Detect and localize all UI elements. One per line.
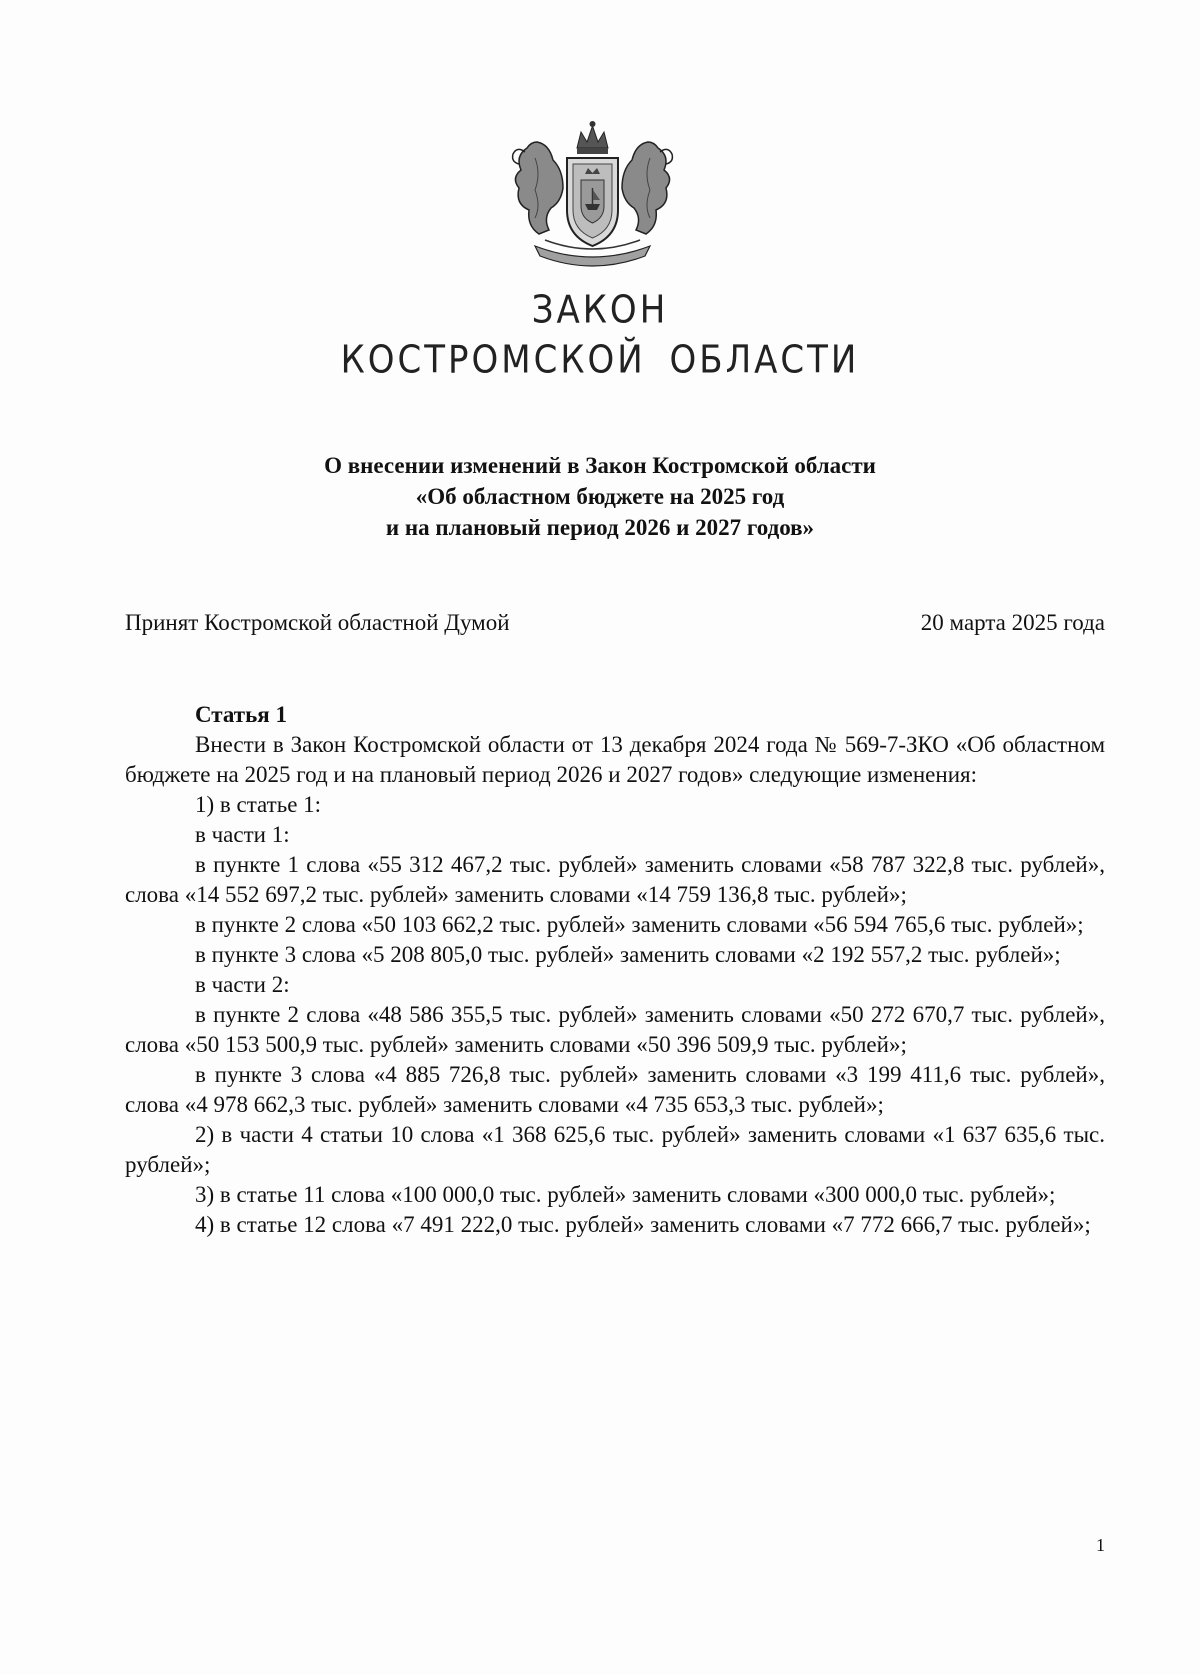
paragraph: 3) в статье 11 слова «100 000,0 тыс. рублей» заменить словами «300 000,0 тыс. рублей»; <box>195 1182 1056 1207</box>
paragraph: в пункте 3 слова «4 885 726,8 тыс. рублей» заменить словами «3 199 411,6 тыс. рублей», слова «4 978 662,3 тыс. рублей» заменить словами «4 735 653,3 тыс. рублей»; <box>125 1062 1105 1117</box>
adoption-date: 20 марта 2025 года <box>920 610 1105 635</box>
article-body <box>125 700 1105 1240</box>
article-heading: Статья 1 <box>195 702 287 727</box>
law-title-line1: ЗАКОН <box>531 287 669 333</box>
paragraph: в части 2: <box>195 972 290 997</box>
page-number: 1 <box>1096 1535 1105 1555</box>
document-title <box>0 450 1200 543</box>
document-title-line2: «Об областном бюджете на 2025 год <box>415 484 785 509</box>
document-title-line1: О внесении изменений в Закон Костромской области <box>324 453 876 478</box>
adopted-by: Принят Костромской областной Думой <box>125 610 510 635</box>
paragraph: Внести в Закон Костромской области от 13 декабря 2024 года № 569-7-ЗКО «Об областном бюджете на 2025 год и на плановый период 2026 и 2027 годов» следующие изменения: <box>125 732 1105 787</box>
paragraph: в части 1: <box>195 822 290 847</box>
paragraph: 2) в части 4 статьи 10 слова «1 368 625,6 тыс. рублей» заменить словами «1 637 635,6 тыс. рублей»; <box>125 1122 1105 1177</box>
paragraph: в пункте 1 слова «55 312 467,2 тыс. рублей» заменить словами «58 787 322,8 тыс. рублей», слова «14 552 697,2 тыс. рублей» заменить словами «14 759 136,8 тыс. рублей»; <box>125 852 1105 907</box>
document-title-line3: и на плановый период 2026 и 2027 годов» <box>385 515 815 540</box>
paragraph: 4) в статье 12 слова «7 491 222,0 тыс. рублей» заменить словами «7 772 666,7 тыс. рублей»; <box>195 1212 1091 1237</box>
coat-of-arms-icon <box>505 118 680 268</box>
paragraph: в пункте 2 слова «50 103 662,2 тыс. рублей» заменить словами «56 594 765,6 тыс. рублей»; <box>195 912 1084 937</box>
paragraph: 1) в статье 1: <box>195 792 322 817</box>
paragraph: в пункте 2 слова «48 586 355,5 тыс. рублей» заменить словами «50 272 670,7 тыс. рублей», слова «50 153 500,9 тыс. рублей» заменить словами «50 396 509,9 тыс. рублей»; <box>125 1002 1105 1057</box>
paragraph: в пункте 3 слова «5 208 805,0 тыс. рублей» заменить словами «2 192 557,2 тыс. рублей»; <box>195 942 1061 967</box>
law-title-line2: КОСТРОМСКОЙ ОБЛАСТИ <box>340 337 860 383</box>
